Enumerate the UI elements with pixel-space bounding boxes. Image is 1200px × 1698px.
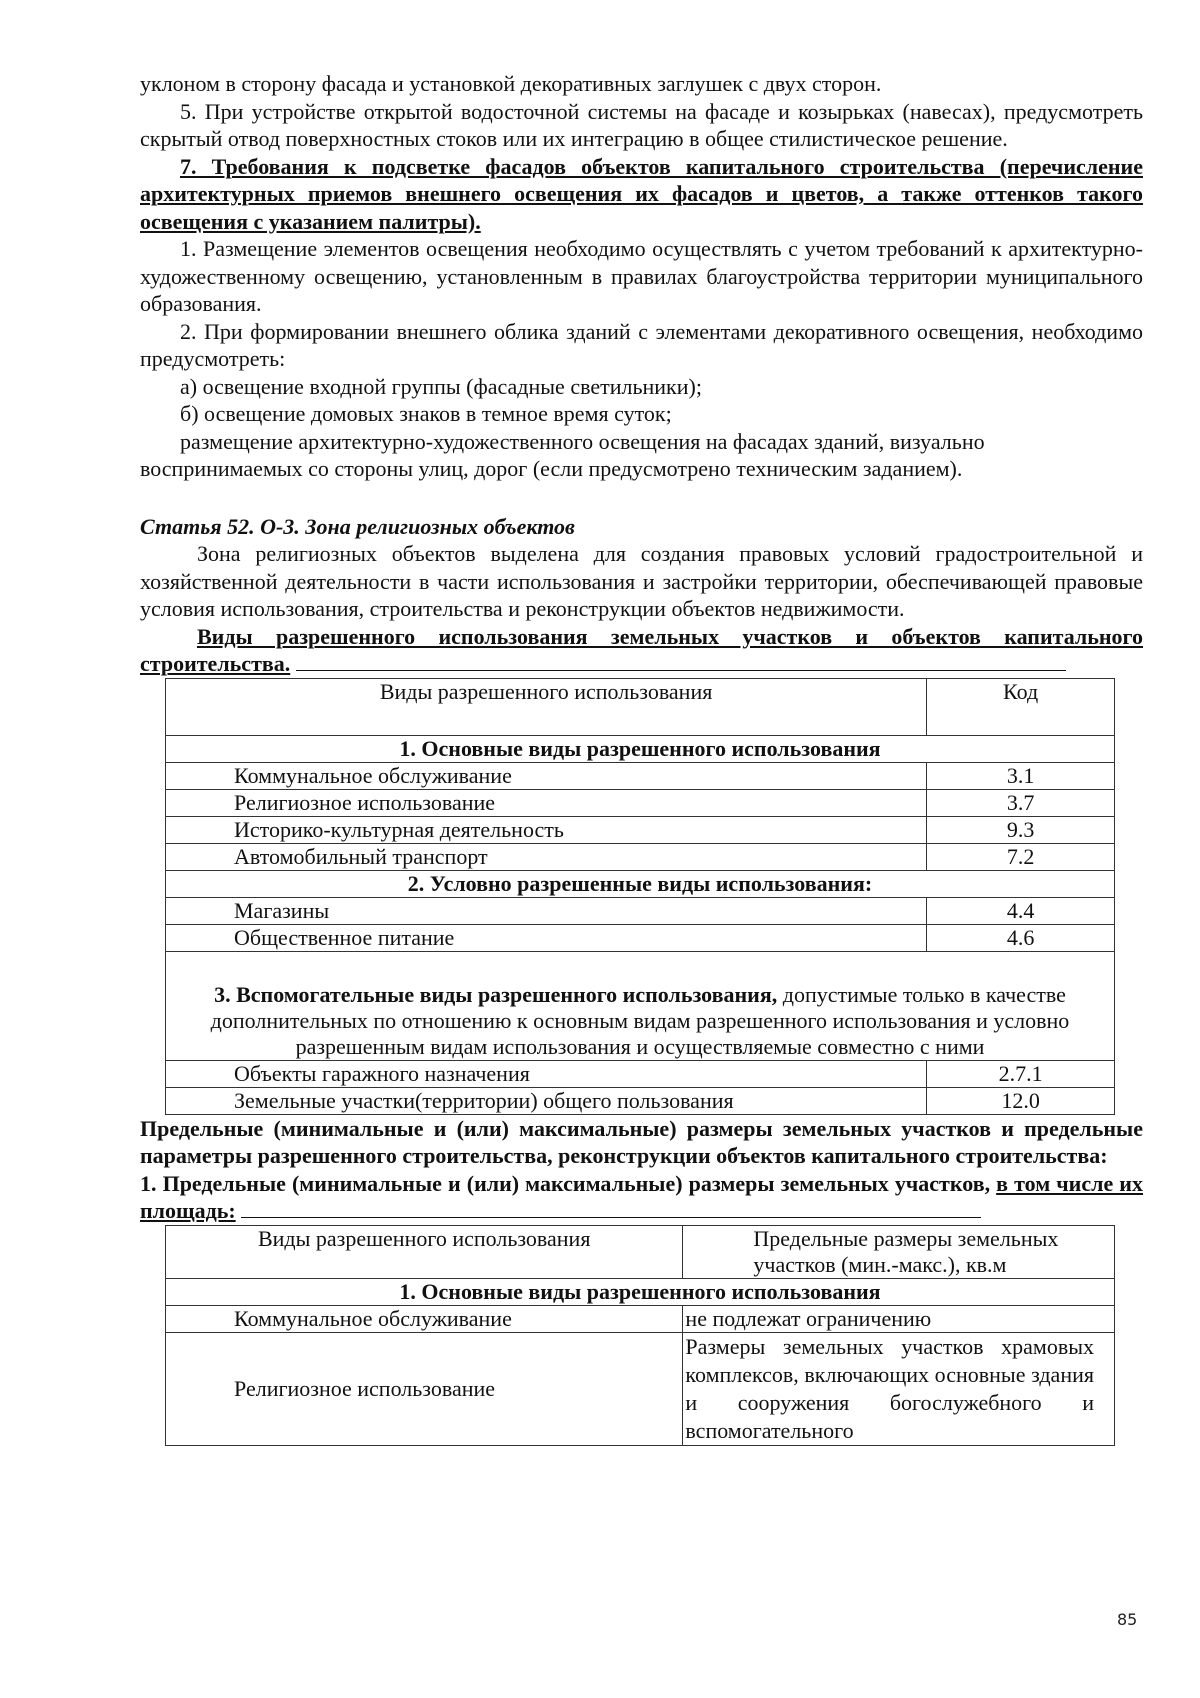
col-header-code: Код	[927, 678, 1115, 735]
article-intro: Зона религиозных объектов выделена для создания правовых условий градостроительной и хозяйственной деятельности в части использования и застройки территории, обеспечивающей правовые условия использования, строительства и реконструкции объектов недвижимости.	[140, 541, 1143, 621]
table-row: Историко-культурная деятельность 9.3	[166, 816, 1115, 843]
col-header-name: Виды разрешенного использования	[166, 678, 927, 735]
col-header-name: Виды разрешенного использования	[166, 1225, 683, 1278]
lighting-item-2: 2. При формировании внешнего облика зданий с элементами декоративного освещения, необходимо предусмотреть:	[140, 318, 1143, 371]
continuation-line: уклоном в сторону фасада и установкой декоративных заглушек с двух сторон.	[140, 71, 882, 96]
table-row: Земельные участки(территории) общего пользования 12.0	[166, 1087, 1115, 1114]
lighting-item-last: размещение архитектурно-художественного освещения на фасадах зданий, визуально воспринимаемых со стороны улиц, дорог (если предусмотрено техническим заданием).	[140, 428, 985, 481]
page-number: 85	[1117, 1610, 1138, 1629]
table-row: Объекты гаражного назначения 2.7.1	[166, 1060, 1115, 1087]
table-row: Общественное питание 4.6	[166, 924, 1115, 951]
table-row: Автомобильный транспорт 7.2	[166, 843, 1115, 870]
uses-heading: Виды разрешенного использования земельных участков и объектов капитального строительства.	[140, 623, 1143, 676]
limits-table	[165, 1225, 1115, 1446]
lighting-item-b: б) освещение домовых знаков в темное время суток;	[180, 401, 672, 426]
table-header-row	[166, 1225, 1115, 1278]
section-row: 1. Основные виды разрешенного использования	[166, 1278, 1115, 1305]
table-row: Религиозное использование Размеры земельных участков храмовых комплексов, включающих основные здания и сооружения богослужебного и вспомогательного	[166, 1332, 1115, 1445]
section-row: 3. Вспомогательные виды разрешенного использования, допустимые только в качестве дополнительных по отношению к основным видам разрешенного использования и условно разрешенным видам использования и осуществляемые совместно с ними	[166, 951, 1115, 1060]
document-page	[140, 70, 1143, 1446]
article-title: Статья 52. О-3. Зона религиозных объектов	[140, 513, 575, 539]
table-row: Коммунальное обслуживание 3.1	[166, 762, 1115, 789]
uses-table	[165, 678, 1115, 1115]
section-row: 2. Условно разрешенные виды использования:	[166, 870, 1115, 897]
table-row: Религиозное использование 3.7	[166, 789, 1115, 816]
item-5: 5. При устройстве открытой водосточной системы на фасаде и козырьках (навесах), предусмотреть скрытый отвод поверхностных стоков или их интеграцию в общее стилистическое решение.	[140, 98, 1143, 151]
table-header-row	[166, 678, 1115, 735]
col-header-size: Предельные размеры земельных участков (мин.-макс.), кв.м	[683, 1225, 1115, 1278]
section-row: 1. Основные виды разрешенного использования	[166, 735, 1115, 762]
limits-heading: Предельные (минимальные и (или) максимальные) размеры земельных участков и предельные параметры разрешенного строительства, реконструкции объектов капитального строительства:	[140, 1115, 1143, 1168]
limits-sub-1: 1. Предельные (минимальные и (или) максимальные) размеры земельных участков, в том числе их площадь:	[140, 1170, 1143, 1223]
lighting-item-1: 1. Размещение элементов освещения необходимо осуществлять с учетом требований к архитектурно-художественному освещению, установленным в правилах благоустройства территории муниципального образования.	[140, 236, 1143, 316]
heading-7: 7. Требования к подсветке фасадов объектов капитального строительства (перечисление архитектурных приемов внешнего освещения их фасадов и цветов, а также оттенков такого освещения с указанием палитры).	[140, 153, 1143, 234]
lighting-item-a: а) освещение входной группы (фасадные светильники);	[180, 373, 702, 399]
table-row: Магазины 4.4	[166, 897, 1115, 924]
table-row: Коммунальное обслуживание не подлежат ограничению	[166, 1305, 1115, 1332]
